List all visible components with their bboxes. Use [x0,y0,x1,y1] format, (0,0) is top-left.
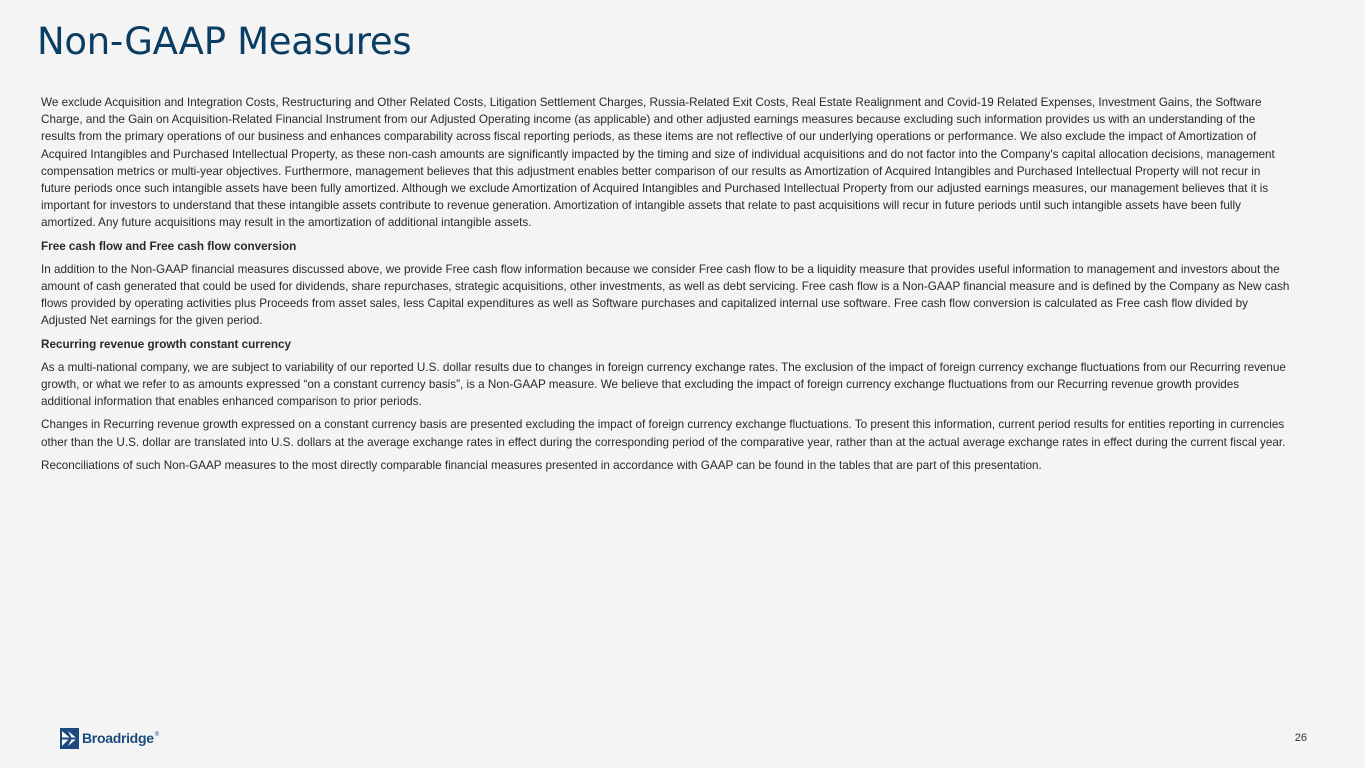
page-title: Non-GAAP Measures [37,20,412,63]
body-text [41,94,1291,480]
paragraph-free-cash-flow: In addition to the Non-GAAP financial measures discussed above, we provide Free cash flow information because we consider Free cash flow to be a liquidity measure that provides useful information to management and investors about the amount of cash generated that could be used for dividends, share repurchases, strategic acquisitions, other investments, as well as debt servicing. Free cash flow is a Non-GAAP financial measure and is defined by the Company as New cash flows provided by operating activities plus Proceeds from asset sales, less Capital expenditures as well as Software purchases and capitalized internal use software. Free cash flow conversion is calculated as Free cash flow divided by Adjusted Net earnings for the given period. [41,262,1290,328]
paragraph-constant-currency: As a multi-national company, we are subject to variability of our reported U.S. dollar results due to changes in foreign currency exchange rates. The exclusion of the impact of foreign currency exchange fluctuations from our Recurring revenue growth, or what we refer to as amounts expressed “on a constant currency basis”, is a Non-GAAP measure. We believe that excluding the impact of foreign currency exchange fluctuations from our Recurring revenue growth provides additional information that enables enhanced comparison to prior periods. [41,360,1286,409]
heading-recurring-revenue: Recurring revenue growth constant currency [41,337,292,351]
paragraph-adjustments: We exclude Acquisition and Integration Costs, Restructuring and Other Related Costs, Litigation Settlement Charges, Russia-Related Exit Costs, Real Estate Realignment and Covid-19 Related Expenses, Investment Gains, the Software Charge, and the Gain on Acquisition-Related Financial Instrument from our Adjusted Operating income (as applicable) and other adjusted earnings measures because excluding such information provides us with an understanding of the results from the primary operations of our business and enhances comparability across fiscal reporting periods, as these items are not reflective of our underlying operations or performance. We also exclude the impact of Amortization of Acquired Intangibles and Purchased Intellectual Property, as these non-cash amounts are significantly impacted by the timing and size of individual acquisitions and do not factor into the Company's capital allocation decisions, management compensation metrics or multi-year objectives. Furthermore, management believes that this adjustment enables better comparison of our results as Amortization of Acquired Intangibles and Purchased Intellectual Property will not recur in future periods once such intangible assets have been fully amortized. Although we exclude Amortization of Acquired Intangibles and Purchased Intellectual Property from our adjusted earnings measures, our management believes that it is important for investors to understand that these intangible assets contribute to revenue generation. Amortization of intangible assets that relate to past acquisitions will recur in future periods until such intangible assets have been fully amortized. Any future acquisitions may result in the amortization of additional intangible assets. [41,96,1275,230]
broadridge-logo-icon [60,728,79,749]
paragraph-constant-currency-method: Changes in Recurring revenue growth expressed on a constant currency basis are presented excluding the impact of foreign currency exchange fluctuations. To present this information, current period results for entities reporting in currencies other than the U.S. dollar are translated into U.S. dollars at the average exchange rates in effect during the corresponding period of the comparative year, rather than at the actual average exchange rates in effect during the current fiscal year. [41,418,1286,449]
page-number: 26 [1294,732,1307,744]
logo-text: Broadridge [82,730,154,746]
heading-free-cash-flow: Free cash flow and Free cash flow conversion [41,239,297,253]
paragraph-reconciliations: Reconciliations of such Non-GAAP measures to the most directly comparable financial measures presented in accordance with GAAP can be found in the tables that are part of this presentation. [41,458,1042,472]
logo-trademark: ® [154,732,160,738]
broadridge-logo [60,727,159,749]
